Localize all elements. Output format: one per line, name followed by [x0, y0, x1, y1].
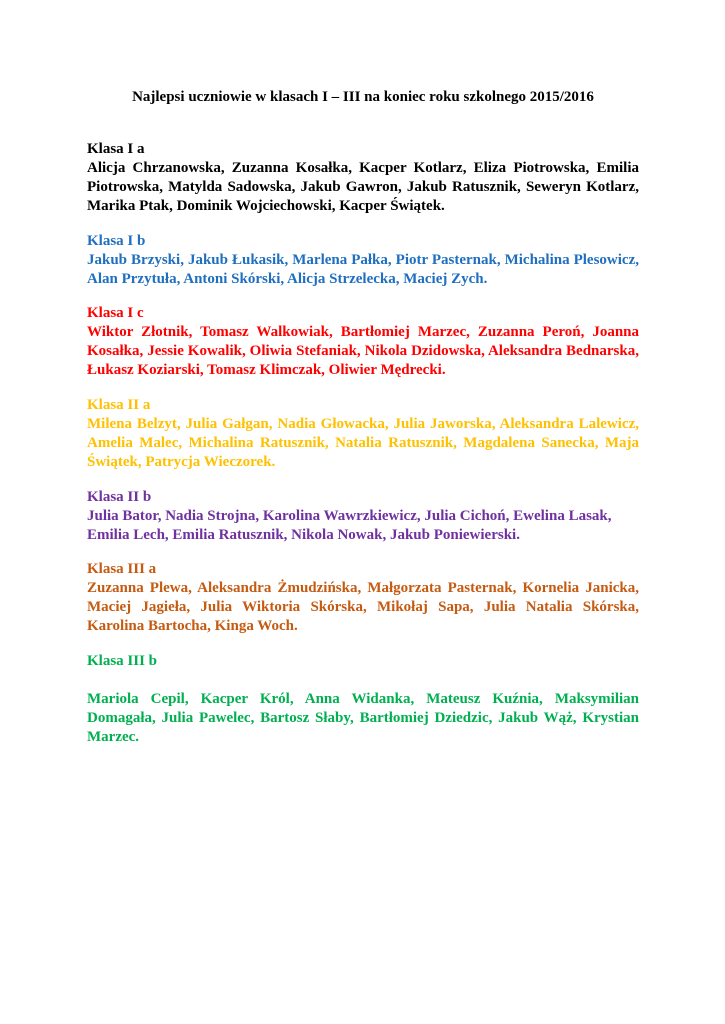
section-klasa-3a — [87, 560, 639, 636]
document-title: Najlepsi uczniowie w klasach I – III na koniec roku szkolnego 2015/2016 — [132, 89, 594, 105]
section-heading: Klasa I c — [87, 305, 144, 321]
student-list: Wiktor Złotnik, Tomasz Walkowiak, Bartłomiej Marzec, Zuzanna Peroń, Joanna Kosałka, Jessie Kowalik, Oliwia Stefaniak, Nikola Dzidowska, Aleksandra Bednarska, Łukasz Koziarski, Tomasz Klimczak, Oliwier Mędrecki. — [87, 324, 639, 378]
student-list: Julia Bator, Nadia Strojna, Karolina Wawrzkiewicz, Julia Cichoń, Ewelina Lasak, Emilia Lech, Emilia Ratusznik, Nikola Nowak, Jakub Poniewierski. — [87, 508, 612, 543]
section-heading: Klasa I b — [87, 233, 146, 249]
student-list: Milena Belzyt, Julia Gałgan, Nadia Głowacka, Julia Jaworska, Aleksandra Lalewicz, Amelia Malec, Michalina Ratusznik, Natalia Ratusznik, Magdalena Sanecka, Maja Świątek, Patrycja Wieczorek. — [87, 416, 639, 470]
section-heading: Klasa III b — [87, 653, 158, 669]
student-list: Zuzanna Plewa, Aleksandra Żmudzińska, Małgorzata Pasternak, Kornelia Janicka, Maciej Jagieła, Julia Wiktoria Skórska, Mikołaj Sapa, Julia Natalia Skórska, Karolina Bartocha, Kinga Woch. — [87, 580, 639, 634]
section-heading: Klasa III a — [87, 561, 157, 577]
student-list: Alicja Chrzanowska, Zuzanna Kosałka, Kacper Kotlarz, Eliza Piotrowska, Emilia Piotrowska, Matylda Sadowska, Jakub Gawron, Jakub Ratusznik, Seweryn Kotlarz, Marika Ptak, Dominik Wojciechowski, Kacper Świątek. — [87, 160, 639, 214]
section-klasa-1c — [87, 304, 639, 380]
section-klasa-3b — [87, 652, 639, 747]
section-klasa-2b — [87, 488, 639, 545]
section-heading: Klasa I a — [87, 141, 145, 157]
section-klasa-1a — [87, 140, 639, 216]
section-heading: Klasa II b — [87, 489, 152, 505]
section-klasa-1b — [87, 232, 639, 289]
student-list: Mariola Cepil, Kacper Król, Anna Widanka, Mateusz Kuźnia, Maksymilian Domagała, Julia Pawelec, Bartosz Słaby, Bartłomiej Dziedzic, Jakub Wąż, Krystian Marzec. — [87, 691, 639, 745]
section-klasa-2a — [87, 396, 639, 472]
student-list: Jakub Brzyski, Jakub Łukasik, Marlena Pałka, Piotr Pasternak, Michalina Plesowicz, Alan Przytuła, Antoni Skórski, Alicja Strzelecka, Maciej Zych. — [87, 252, 639, 287]
section-heading: Klasa II a — [87, 397, 151, 413]
